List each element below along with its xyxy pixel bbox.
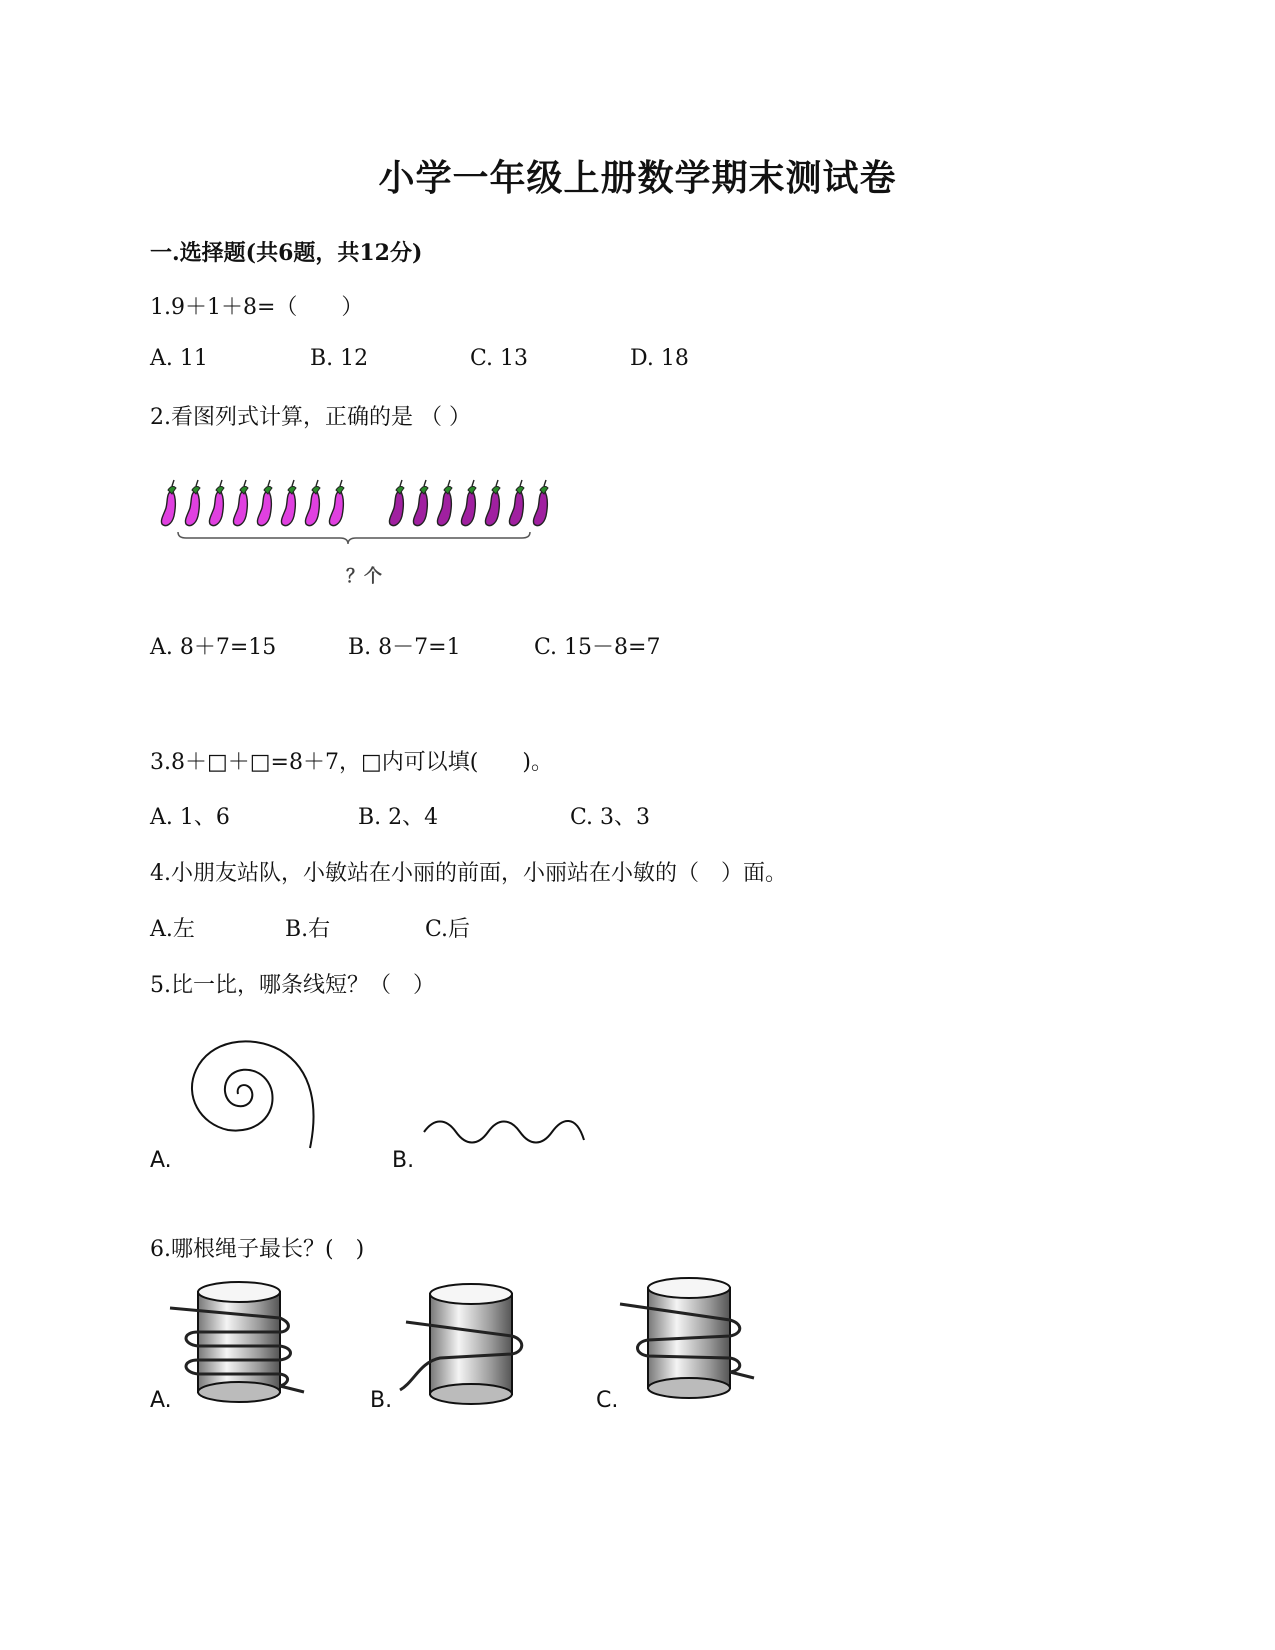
question-1: 1.9＋1＋8=（ ） <box>150 295 364 320</box>
q3-option-c[interactable]: C. 3、3 <box>570 805 651 830</box>
q5-option-b[interactable]: B. <box>392 1148 415 1173</box>
brace <box>178 532 530 544</box>
q2-option-b[interactable]: B. 8－7=1 <box>348 635 461 660</box>
q1-option-d[interactable]: D. 18 <box>630 346 689 371</box>
cylinder-rope-a <box>170 1280 310 1410</box>
q3-option-b[interactable]: B. 2、4 <box>358 805 439 830</box>
q2-option-a[interactable]: A. 8＋7=15 <box>150 635 277 660</box>
q6-option-b[interactable]: B. <box>370 1388 393 1413</box>
q3-option-a[interactable]: A. 1、6 <box>150 805 230 830</box>
q1-option-a[interactable]: A. 11 <box>150 346 208 371</box>
q4-option-a[interactable]: A.左 <box>150 917 195 942</box>
eggplant-group-right <box>389 480 548 526</box>
question-6: 6.哪根绳子最长？( ) <box>150 1237 365 1262</box>
page-title: 小学一年级上册数学期末测试卷 <box>378 157 897 199</box>
q6-option-a[interactable]: A. <box>150 1388 172 1413</box>
cylinder-rope-b <box>400 1282 540 1412</box>
question-3: 3.8＋□＋□=8＋7，□内可以填( )。 <box>150 750 553 775</box>
question-5: 5.比一比，哪条线短？（ ） <box>150 973 435 998</box>
section-heading: 一.选择题(共6题，共12分) <box>150 240 423 266</box>
question-4: 4.小朋友站队，小敏站在小丽的前面，小丽站在小敏的（ ）面。 <box>150 861 787 886</box>
q1-option-c[interactable]: C. 13 <box>470 346 529 371</box>
q1-option-b[interactable]: B. 12 <box>310 346 369 371</box>
q5-option-a[interactable]: A. <box>150 1148 172 1173</box>
wavy-line-figure <box>420 1110 590 1160</box>
q2-option-c[interactable]: C. 15－8=7 <box>534 635 661 660</box>
spiral-line-figure <box>180 1030 330 1150</box>
cylinder-rope-c <box>620 1276 760 1406</box>
q6-option-c[interactable]: C. <box>596 1388 619 1413</box>
figure-question-label: ？个 <box>346 566 382 587</box>
eggplant-group-left <box>161 480 344 526</box>
question-2: 2.看图列式计算，正确的是 （ ） <box>150 405 471 430</box>
q4-option-b[interactable]: B.右 <box>285 917 331 942</box>
q4-option-c[interactable]: C.后 <box>425 917 471 942</box>
